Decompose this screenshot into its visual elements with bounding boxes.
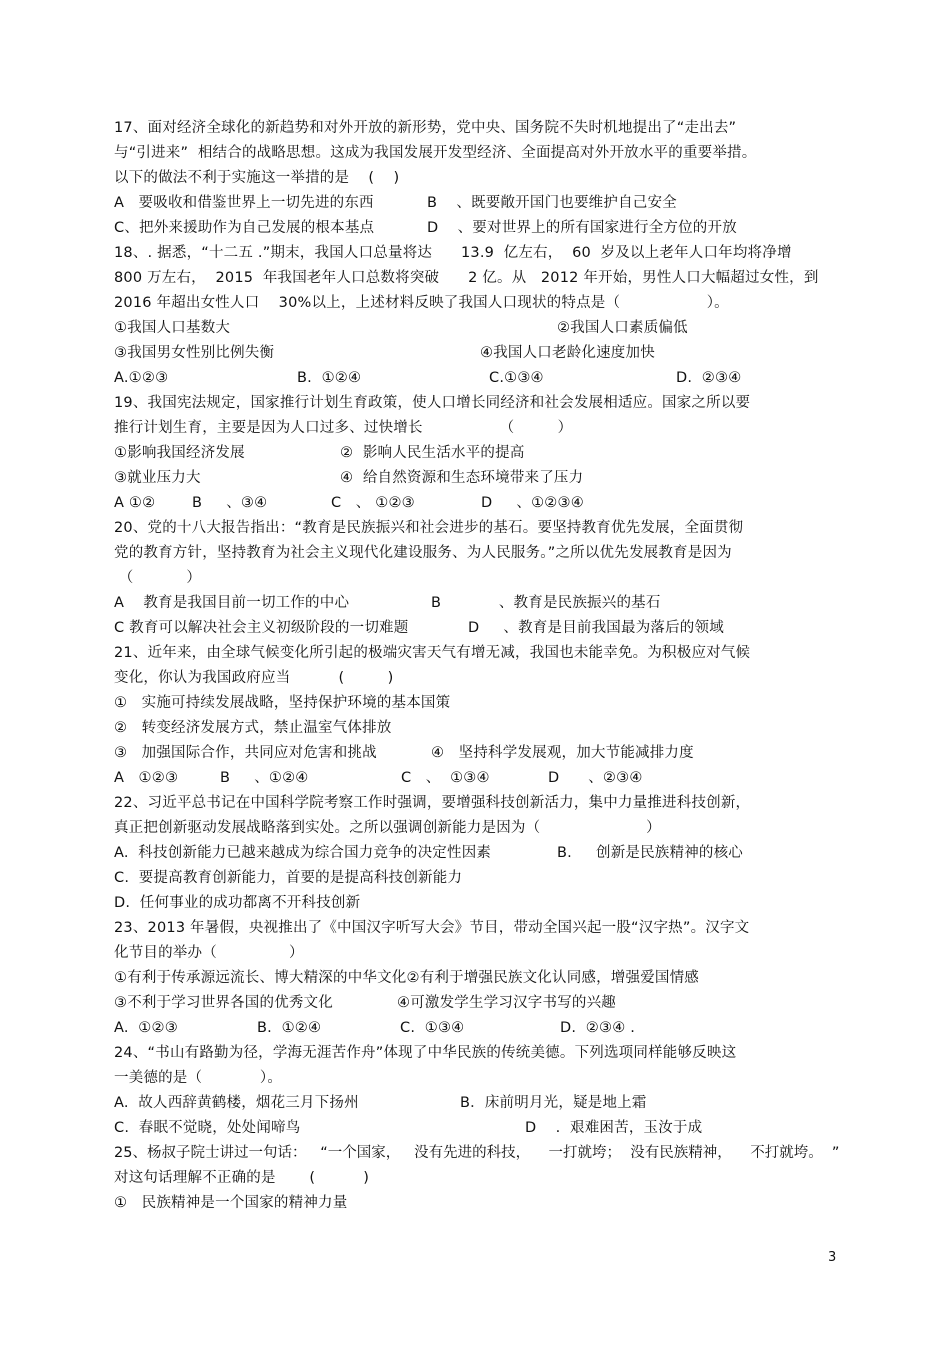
q20-line-3: （ ） bbox=[114, 570, 202, 586]
q23-answer-b: B. ①②④ bbox=[257, 1020, 322, 1036]
q19-answer-c: C 、 ①②③ bbox=[331, 495, 415, 511]
q18-item-3: ③我国男女性别比例失衡 bbox=[114, 345, 275, 361]
q24-line-1: 24、“书山有路勤为径，学海无涯苦作舟”体现了中华民族的传统美德。下列选项同样能够反映这 bbox=[114, 1045, 737, 1061]
q21-item-1: ① 实施可持续发展战略，坚持保护环境的基本国策 bbox=[114, 695, 451, 711]
q18-line-3: 2016 年超出女性人口 30%以上，上述材料反映了我国人口现状的特点是（ ）。 bbox=[114, 295, 729, 311]
q22-option-d: D. 任何事业的成功都离不开科技创新 bbox=[114, 895, 361, 911]
q18-item-4: ④我国人口老龄化速度加快 bbox=[480, 345, 655, 361]
q21-line-2: 变化，你认为我国政府应当 ( ) bbox=[114, 670, 394, 686]
q22-option-c: C. 要提高教育创新能力，首要的是提高科技创新能力 bbox=[114, 870, 463, 886]
q20-option-b: B 、教育是民族振兴的基石 bbox=[431, 595, 661, 611]
q21-answer-b: B 、①②④ bbox=[220, 770, 309, 786]
q18-answer-c: C.①③④ bbox=[489, 370, 544, 386]
q18-item-2: ②我国人口素质偏低 bbox=[557, 320, 688, 336]
q20-line-1: 20、党的十八大报告指出：“教育是民族振兴和社会进步的基石。要坚持教育优先发展，全面贯彻 bbox=[114, 520, 744, 536]
q19-line-1: 19、我国宪法规定，国家推行计划生育政策，使人口增长同经济和社会发展相适应。国家之所以要 bbox=[114, 395, 751, 411]
q21-answer-a: A ①②③ bbox=[114, 770, 179, 786]
q22-option-b: B. 创新是民族精神的核心 bbox=[557, 845, 744, 861]
q23-answer-a: A. ①②③ bbox=[114, 1020, 178, 1036]
q20-option-a: A 教育是我国目前一切工作的中心 bbox=[114, 595, 350, 611]
q21-item-2: ② 转变经济发展方式，禁止温室气体排放 bbox=[114, 720, 392, 736]
q19-item-3: ③就业压力大 bbox=[114, 470, 201, 486]
q22-option-a: A. 科技创新能力已越来越成为综合国力竞争的决定性因素 bbox=[114, 845, 492, 861]
q19-answer-b: B 、③④ bbox=[192, 495, 268, 511]
q23-line-2: 化节目的举办（ ） bbox=[114, 945, 304, 961]
q23-item-4: ④可激发学生学习汉字书写的兴趣 bbox=[397, 995, 616, 1011]
q19-answer-d: D 、①②③④ bbox=[481, 495, 584, 511]
q23-item-3: ③不利于学习世界各国的优秀文化 bbox=[114, 995, 333, 1011]
q22-line-2: 真正把创新驱动发展战略落到实处。之所以强调创新能力是因为（ ） bbox=[114, 820, 661, 836]
q23-answer-d: D. ②③④ . bbox=[560, 1020, 636, 1036]
q23-line-1: 23、2013 年暑假，央视推出了《中国汉字听写大会》节目，带动全国兴起一股“汉字热”。汉字文 bbox=[114, 920, 750, 936]
q18-line-1: 18、. 据悉，“十二五 .”期末，我国人口总量将达 13.9 亿左右， 60 岁及以上老年人口年均将净增 bbox=[114, 245, 792, 261]
q19-line-2: 推行计划生育，主要是因为人口过多、过快增长 （ ） bbox=[114, 420, 573, 436]
q23-answer-c: C. ①③④ bbox=[400, 1020, 465, 1036]
q17-line-2: 与“引进来” 相结合的战略思想。这成为我国发展开发型经济、全面提高对外开放水平的重要举措。 bbox=[114, 145, 757, 161]
q18-answer-a: A.①②③ bbox=[114, 370, 169, 386]
q23-item-1: ①有利于传承源远流长、博大精深的中华文化②有利于增强民族文化认同感，增强爱国情感 bbox=[114, 970, 699, 986]
q24-line-2: 一美德的是（ ）。 bbox=[114, 1070, 283, 1086]
q25-line-1: 25、杨叔子院士讲过一句话： “一个国家， 没有先进的科技， 一打就垮； 没有民族精神， 不打就垮。 ” bbox=[114, 1145, 840, 1161]
q20-option-c: C 教育可以解决社会主义初级阶段的一切难题 bbox=[114, 620, 409, 636]
q18-answer-d: D. ②③④ bbox=[676, 370, 742, 386]
q24-option-d: D . 艰难困苦，玉汝于成 bbox=[525, 1120, 703, 1136]
q24-option-a: A. 故人西辞黄鹤楼，烟花三月下扬州 bbox=[114, 1095, 359, 1111]
q17-option-b: B 、既要敞开国门也要维护自己安全 bbox=[427, 195, 677, 211]
q20-line-2: 党的教育方针，坚持教育为社会主义现代化建设服务、为人民服务。”之所以优先发展教育是因为 bbox=[114, 545, 732, 561]
q25-item-1: ① 民族精神是一个国家的精神力量 bbox=[114, 1195, 348, 1211]
q19-item-2: ② 影响人民生活水平的提高 bbox=[340, 445, 525, 461]
q18-line-2: 800 万左右， 2015 年我国老年人口总数将突破 2 亿。从 2012 年开始，男性人口大幅超过女性，到 bbox=[114, 270, 819, 286]
page-number: 3 bbox=[828, 1250, 837, 1265]
q24-option-c: C. 春眠不觉晓，处处闻啼鸟 bbox=[114, 1120, 301, 1136]
q19-item-4: ④ 给自然资源和生态环境带来了压力 bbox=[340, 470, 584, 486]
q24-option-b: B．床前明月光，疑是地上霜 bbox=[460, 1095, 647, 1111]
q21-answer-c: C 、 ①③④ bbox=[401, 770, 490, 786]
q17-option-d: D 、要对世界上的所有国家进行全方位的开放 bbox=[427, 220, 737, 236]
q17-line-3: 以下的做法不利于实施这一举措的是 ( ) bbox=[114, 170, 400, 186]
q19-item-1: ①影响我国经济发展 bbox=[114, 445, 245, 461]
q17-option-a: A 要吸收和借鉴世界上一切先进的东西 bbox=[114, 195, 374, 211]
q21-line-1: 21、近年来，由全球气候变化所引起的极端灾害天气有增无减，我国也未能幸免。为积极应对气候 bbox=[114, 645, 751, 661]
q25-line-2: 对这句话理解不正确的是 ( ) bbox=[114, 1170, 370, 1186]
q21-answer-d: D 、②③④ bbox=[548, 770, 643, 786]
q18-answer-b: B. ①②④ bbox=[297, 370, 362, 386]
q21-item-4: ④ 坚持科学发展观，加大节能减排力度 bbox=[431, 745, 694, 761]
q20-option-d: D 、教育是目前我国最为落后的领域 bbox=[468, 620, 724, 636]
q17-option-c: C、把外来援助作为自己发展的根本基点 bbox=[114, 220, 375, 236]
q19-answer-a: A ①② bbox=[114, 495, 156, 511]
q21-item-3: ③ 加强国际合作，共同应对危害和挑战 bbox=[114, 745, 377, 761]
q22-line-1: 22、习近平总书记在中国科学院考察工作时强调，要增强科技创新活力，集中力量推进科技创新， bbox=[114, 795, 751, 811]
q17-line-1: 17、面对经济全球化的新趋势和对外开放的新形势，党中央、国务院不失时机地提出了“走出去” bbox=[114, 120, 737, 136]
q18-item-1: ①我国人口基数大 bbox=[114, 320, 231, 336]
